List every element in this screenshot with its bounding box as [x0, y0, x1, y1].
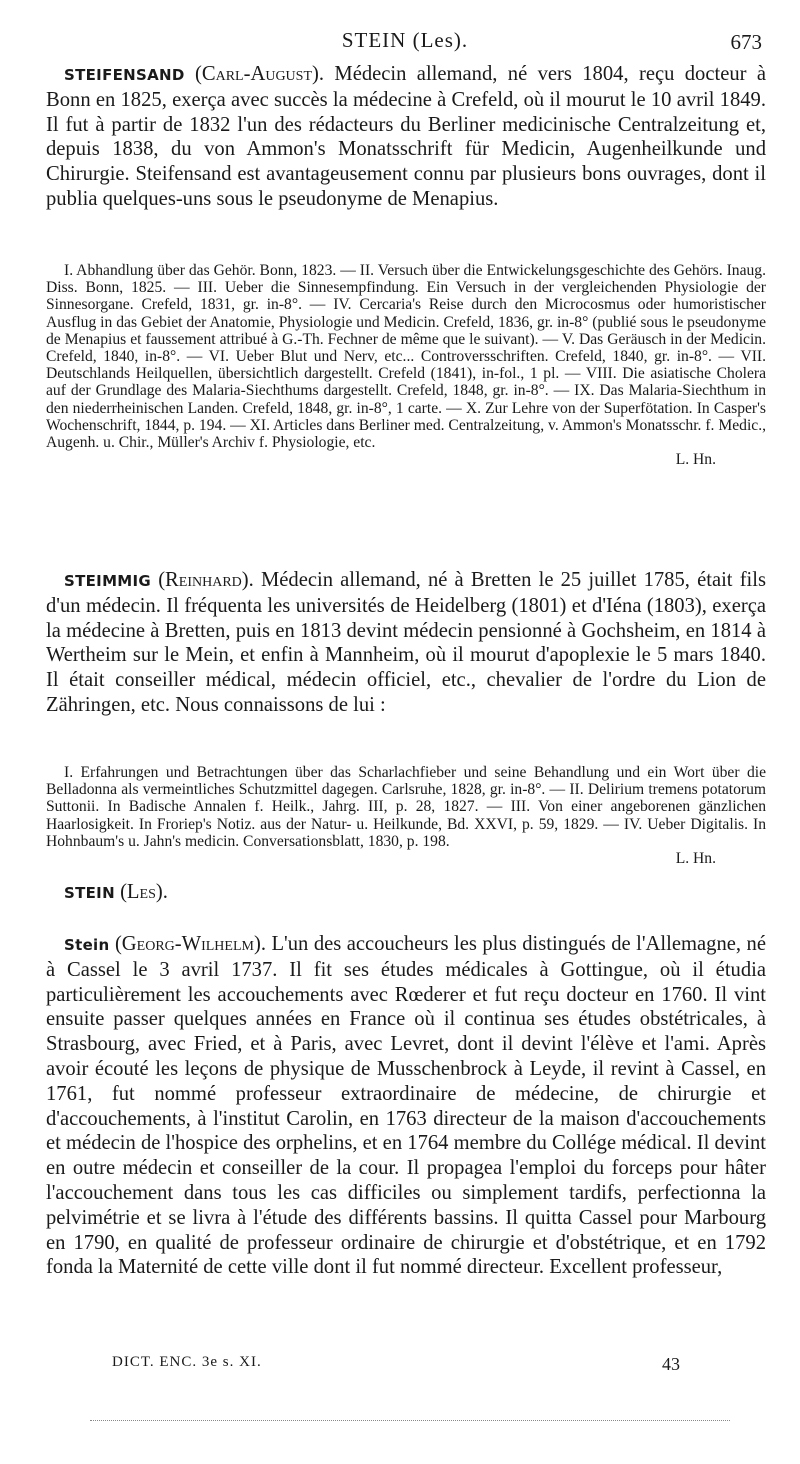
- article-text: L'un des accoucheurs les plus distingués de l'Allemagne, né à Cassel le 3 avril 1737. Il fit ses études médicales à Gottingue, où il étudia particulièrement les accouchements avec Rœderer et fut reçu docteur en 1760. Il vint ensuite passer quelques années en France où il continua ses études obstétricales, à Strasbourg, avec Fried, et à Paris, avec Levret, dont il devint l'élève et l'ami. Après avoir écouté les leçons de physique de Musschenbrock à Leyde, il revint à Cassel, en 1761, fut nommé professeur extraordinaire de médecine, de chirurgie et d'accouchements, à l'institut Carolin, en 1763 directeur de la maison d'accouchements et médecin de l'hospice des orphelins, et en 1764 membre du Collége médical. Il devint en outre médecin et conseiller de la cour. Il propagea l'emploi du forceps pour hâter l'accouchement dans tous les cas difficiles ou simplement tardifs, perfectionna la pelvimétrie et se livra à l'étude des différents bassins. Il quitta Cassel pour Marbourg en 1790, en qualité de professeur ordinaire de chirurgie et d'obstétrique, et en 1792 fonda la Maternité de cette ville dont il fut nommé directeur. Excellent professeur,: [46, 933, 766, 1279]
- bibliography-steimmig: [46, 764, 766, 867]
- article-heading: STEIFENSAND: [64, 66, 185, 84]
- article-body: [46, 932, 766, 1280]
- gathering-number: 43: [662, 1354, 680, 1374]
- section-heading-name: STEIN: [64, 884, 115, 902]
- bibliography-text: [46, 764, 766, 867]
- page-number: 673: [730, 30, 762, 54]
- author-signature: L. Hn.: [675, 451, 716, 469]
- running-title: STEIN (Les).: [341, 28, 469, 52]
- article-body: [46, 62, 766, 212]
- article-heading: STEIMMIG: [64, 572, 152, 590]
- article-steifensand: [46, 62, 766, 212]
- page-footer: [112, 1354, 680, 1378]
- bibliography-text: [46, 262, 766, 468]
- article-text: Médecin allemand, né à Bretten le 25 juillet 1785, était fils d'un médecin. Il fréquenta les universités de Heidelberg (1801) et d'Iéna (1803), exerça la médecine à Bretten, puis en 1813 devint médecin pensionné à Gochsheim, en 1814 à Wertheim sur le Mein, et enfin à Mannheim, où il mourut d'apoplexie le 5 mars 1840. Il était conseiller médical, médecin officiel, etc., chevalier de l'ordre du Lion de Zähringen, etc. Nous connaissons de lui :: [46, 569, 767, 716]
- article-body: [46, 568, 766, 718]
- section-heading-suffix: (Les).: [120, 881, 168, 903]
- article-text: Médecin allemand, né vers 1804, reçu docteur à Bonn en 1825, exerça avec succès la médecine à Crefeld, où il mourut le 10 avril 1849. Il fut à partir de 1832 l'un des rédacteurs du Berliner medicinische Centralzeitung et, depuis 1838, du von Ammon's Monatsschrift für Medicin, Augenheilkunde und Chirurgie. Steifensand est avantageusement connu par plusieurs bons ouvrages, dont il publia quelques-uns sous le pseudonyme de Menapius.: [46, 63, 767, 210]
- article-name: (Reinhard).: [158, 569, 254, 591]
- article-name: (Carl-August).: [195, 63, 325, 85]
- bottom-rule: [90, 1420, 730, 1421]
- article-name: (Georg-Wilhelm).: [114, 933, 266, 955]
- bibliography-list: I. Abhandlung über das Gehör. Bonn, 1823. — II. Versuch über die Entwickelungsgeschichte des Gehörs. Inaug. Diss. Bonn, 1825. — III. Ueber die Sinnesempfindung. Ein Versuch in der vergleichenden Physiologie der Sinnesorgane. Crefeld, 1831, gr. in-8°. — IV. Cercaria's Reise durch den Microcosmus oder humoristischer Ausflug in das Gebiet der Anatomie, Physiologie und Medicin. Crefeld, 1836, gr. in-8° (publié sous le pseudonyme de Menapius et faussement attribué à G.-Th. Fechner de même que le suivant). — V. Das Geräusch in der Medicin. Crefeld, 1840, in-8°. — VI. Ueber Blut und Nerv, etc... Controversschriften. Crefeld, 1840, gr. in-8°. — VII. Deutschlands Heilquellen, übersichtlich dargestellt. Crefeld (1841), in-fol., 1 pl. — VIII. Die asiatische Cholera auf der Grundlage des Malaria-Siechthums dargestellt. Crefeld, 1848, gr. in-8°. — IX. Das Malaria-Siechthum in den niederrheinischen Landen. Crefeld, 1848, gr. in-8°, 1 carte. — X. Zur Lehre von der Superfötation. In Casper's Wochenschrift, 1844, p. 194. — XI. Articles dans Berliner med. Centralzeitung, v. Ammon's Monatsschr. f. Medic., Augenh. u. Chir., Müller's Archiv f. Physiologie, etc.: [46, 262, 766, 452]
- bibliography-steifensand: [46, 262, 766, 468]
- article-heading: Stein: [64, 936, 110, 954]
- section-heading: [46, 880, 766, 906]
- section-heading-line: [46, 880, 766, 906]
- signature-mark: DICT. ENC. 3e s. XI.: [112, 1354, 262, 1370]
- author-signature: L. Hn.: [675, 850, 716, 868]
- running-head: [46, 28, 764, 58]
- bibliography-list: I. Erfahrungen und Betrachtungen über das Scharlachfieber und seine Behandlung und ein Wort über die Belladonna als vermeintliches Schutzmittel dagegen. Carlsruhe, 1828, gr. in-8°. — II. Delirium tremens potatorum Suttonii. In Badische Annalen f. Heilk., Jahrg. III, p. 28, 1827. — III. Von einer angeborenen gänzlichen Haarlosigkeit. In Froriep's Notiz. aus der Natur- u. Heilkunde, Bd. XXVI, p. 59, 1829. — IV. Ueber Digitalis. In Hohnbaum's u. Jahn's medicin. Conversationsblatt, 1830, p. 198.: [46, 764, 766, 850]
- article-stein-georg-wilhelm: [46, 932, 766, 1280]
- article-steimmig: [46, 568, 766, 718]
